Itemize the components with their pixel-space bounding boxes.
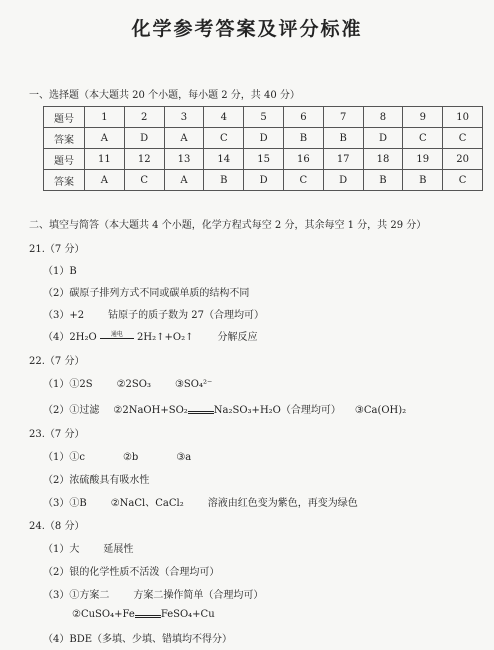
- answer-line: [43, 328, 257, 343]
- equation-product: 2H₂↑+O₂↑: [137, 332, 194, 343]
- table-cell: 5: [244, 107, 284, 128]
- reaction-type: 分解反应: [217, 332, 258, 343]
- question-24-heading: 24.（8 分）: [29, 521, 85, 532]
- equation-reactant: ②CuSO₄+Fe: [72, 609, 135, 620]
- answer-part: （3）①B: [43, 498, 87, 509]
- answer-table: [43, 106, 483, 191]
- equation-reactant: （4）2H₂O: [43, 332, 97, 343]
- answer-part: 方案二操作简单（合理均可）: [133, 590, 264, 601]
- table-cell: A: [164, 128, 204, 149]
- answer-line: （4）BDE（多填、少填、错填均不得分）: [43, 634, 233, 645]
- table-cell: 16: [283, 149, 323, 170]
- table-cell: D: [124, 128, 164, 149]
- question-22-heading: 22.（7 分）: [29, 356, 85, 367]
- answer-part: （3）+2: [43, 310, 85, 321]
- table-cell: 19: [403, 149, 443, 170]
- reaction-condition: 通电: [110, 330, 123, 338]
- table-cell: B: [363, 170, 403, 191]
- table-cell: 8: [363, 107, 403, 128]
- table-cell: A: [164, 170, 204, 191]
- table-cell: 12: [124, 149, 164, 170]
- table-header-cell: 题号: [44, 107, 85, 128]
- table-cell: 1: [85, 107, 125, 128]
- answer-line: （2）银的化学性质不活泼（合理均可）: [43, 567, 220, 578]
- table-cell: C: [124, 170, 164, 191]
- equation-product: FeSO₄+Cu: [160, 609, 215, 620]
- table-header-cell: 答案: [44, 128, 85, 149]
- answer-line: [43, 306, 264, 321]
- table-cell: C: [204, 128, 244, 149]
- reaction-arrow: [100, 330, 134, 343]
- reaction-equals: [135, 610, 161, 620]
- table-cell: 18: [363, 149, 403, 170]
- answer-part: 钴原子的质子数为 27（合理均可）: [108, 310, 265, 321]
- table-cell: 14: [204, 149, 244, 170]
- table-cell: 3: [164, 107, 204, 128]
- table-cell: 15: [244, 149, 284, 170]
- table-cell: 17: [323, 149, 363, 170]
- answer-part: ②2SO₃: [116, 379, 151, 390]
- answer-line: [43, 401, 406, 416]
- answer-line: （1）B: [43, 266, 77, 277]
- table-cell: B: [323, 128, 363, 149]
- table-row-answers-2: [44, 170, 483, 191]
- answer-line: [43, 586, 263, 601]
- table-cell: 10: [443, 107, 483, 128]
- table-cell: 4: [204, 107, 244, 128]
- answer-part: （1）①c: [43, 452, 85, 463]
- table-cell: D: [363, 128, 403, 149]
- table-cell: C: [443, 128, 483, 149]
- table-cell: D: [244, 128, 284, 149]
- table-header-cell: 答案: [44, 170, 85, 191]
- answer-line: [43, 540, 133, 555]
- answer-line: [43, 448, 191, 463]
- equation-reactant: ②2NaOH+SO₂: [113, 405, 188, 416]
- answer-part: ③Ca(OH)₂: [354, 405, 407, 416]
- table-cell: A: [85, 170, 125, 191]
- table-cell: A: [85, 128, 125, 149]
- answer-line: [72, 609, 215, 620]
- answer-part: ②b: [122, 452, 139, 463]
- table-row-questions-1: [44, 107, 483, 128]
- reaction-equals: [188, 406, 214, 416]
- answer-part: （2）①过滤: [43, 405, 100, 416]
- table-cell: B: [204, 170, 244, 191]
- table-header-cell: 题号: [44, 149, 85, 170]
- table-row-answers-1: [44, 128, 483, 149]
- answer-line: [43, 375, 212, 390]
- table-cell: 9: [403, 107, 443, 128]
- answer-line: （2）碳原子排列方式不同或碳单质的结构不同: [43, 288, 250, 299]
- table-cell: B: [403, 170, 443, 191]
- table-cell: 20: [443, 149, 483, 170]
- answer-part: ③SO₄²⁻: [174, 379, 213, 390]
- answer-part: ②NaCl、CaCl₂: [110, 498, 184, 509]
- table-cell: D: [323, 170, 363, 191]
- question-23-heading: 23.（7 分）: [29, 429, 85, 440]
- section-1-heading: 一、选择题（本大题共 20 个小题，每小题 2 分，共 40 分）: [29, 90, 300, 101]
- answer-part: ③a: [176, 452, 192, 463]
- table-row-questions-2: [44, 149, 483, 170]
- answer-line: （2）浓硫酸具有吸水性: [43, 475, 150, 486]
- answer-part: 延展性: [103, 544, 134, 555]
- table-cell: D: [244, 170, 284, 191]
- page-title: 化学参考答案及评分标准: [131, 18, 363, 40]
- answer-part: 溶液由红色变为紫色，再变为绿色: [207, 498, 358, 509]
- table-cell: C: [283, 170, 323, 191]
- answer-line: [43, 494, 358, 509]
- table-cell: C: [443, 170, 483, 191]
- table-cell: 7: [323, 107, 363, 128]
- answer-part: （1）大: [43, 544, 80, 555]
- table-cell: 6: [283, 107, 323, 128]
- table-cell: 2: [124, 107, 164, 128]
- section-2-heading: 二、填空与简答（本大题共 4 个小题，化学方程式每空 2 分，其余每空 1 分，共 29 分）: [29, 220, 427, 231]
- table-cell: B: [283, 128, 323, 149]
- table-cell: 13: [164, 149, 204, 170]
- answer-part: （1）①2S: [43, 379, 93, 390]
- answer-part: （3）①方案二: [43, 590, 110, 601]
- table-cell: C: [403, 128, 443, 149]
- equation-product: Na₂SO₃+H₂O（合理均可）: [213, 405, 341, 416]
- table-cell: 11: [85, 149, 125, 170]
- question-21-heading: 21.（7 分）: [29, 244, 85, 255]
